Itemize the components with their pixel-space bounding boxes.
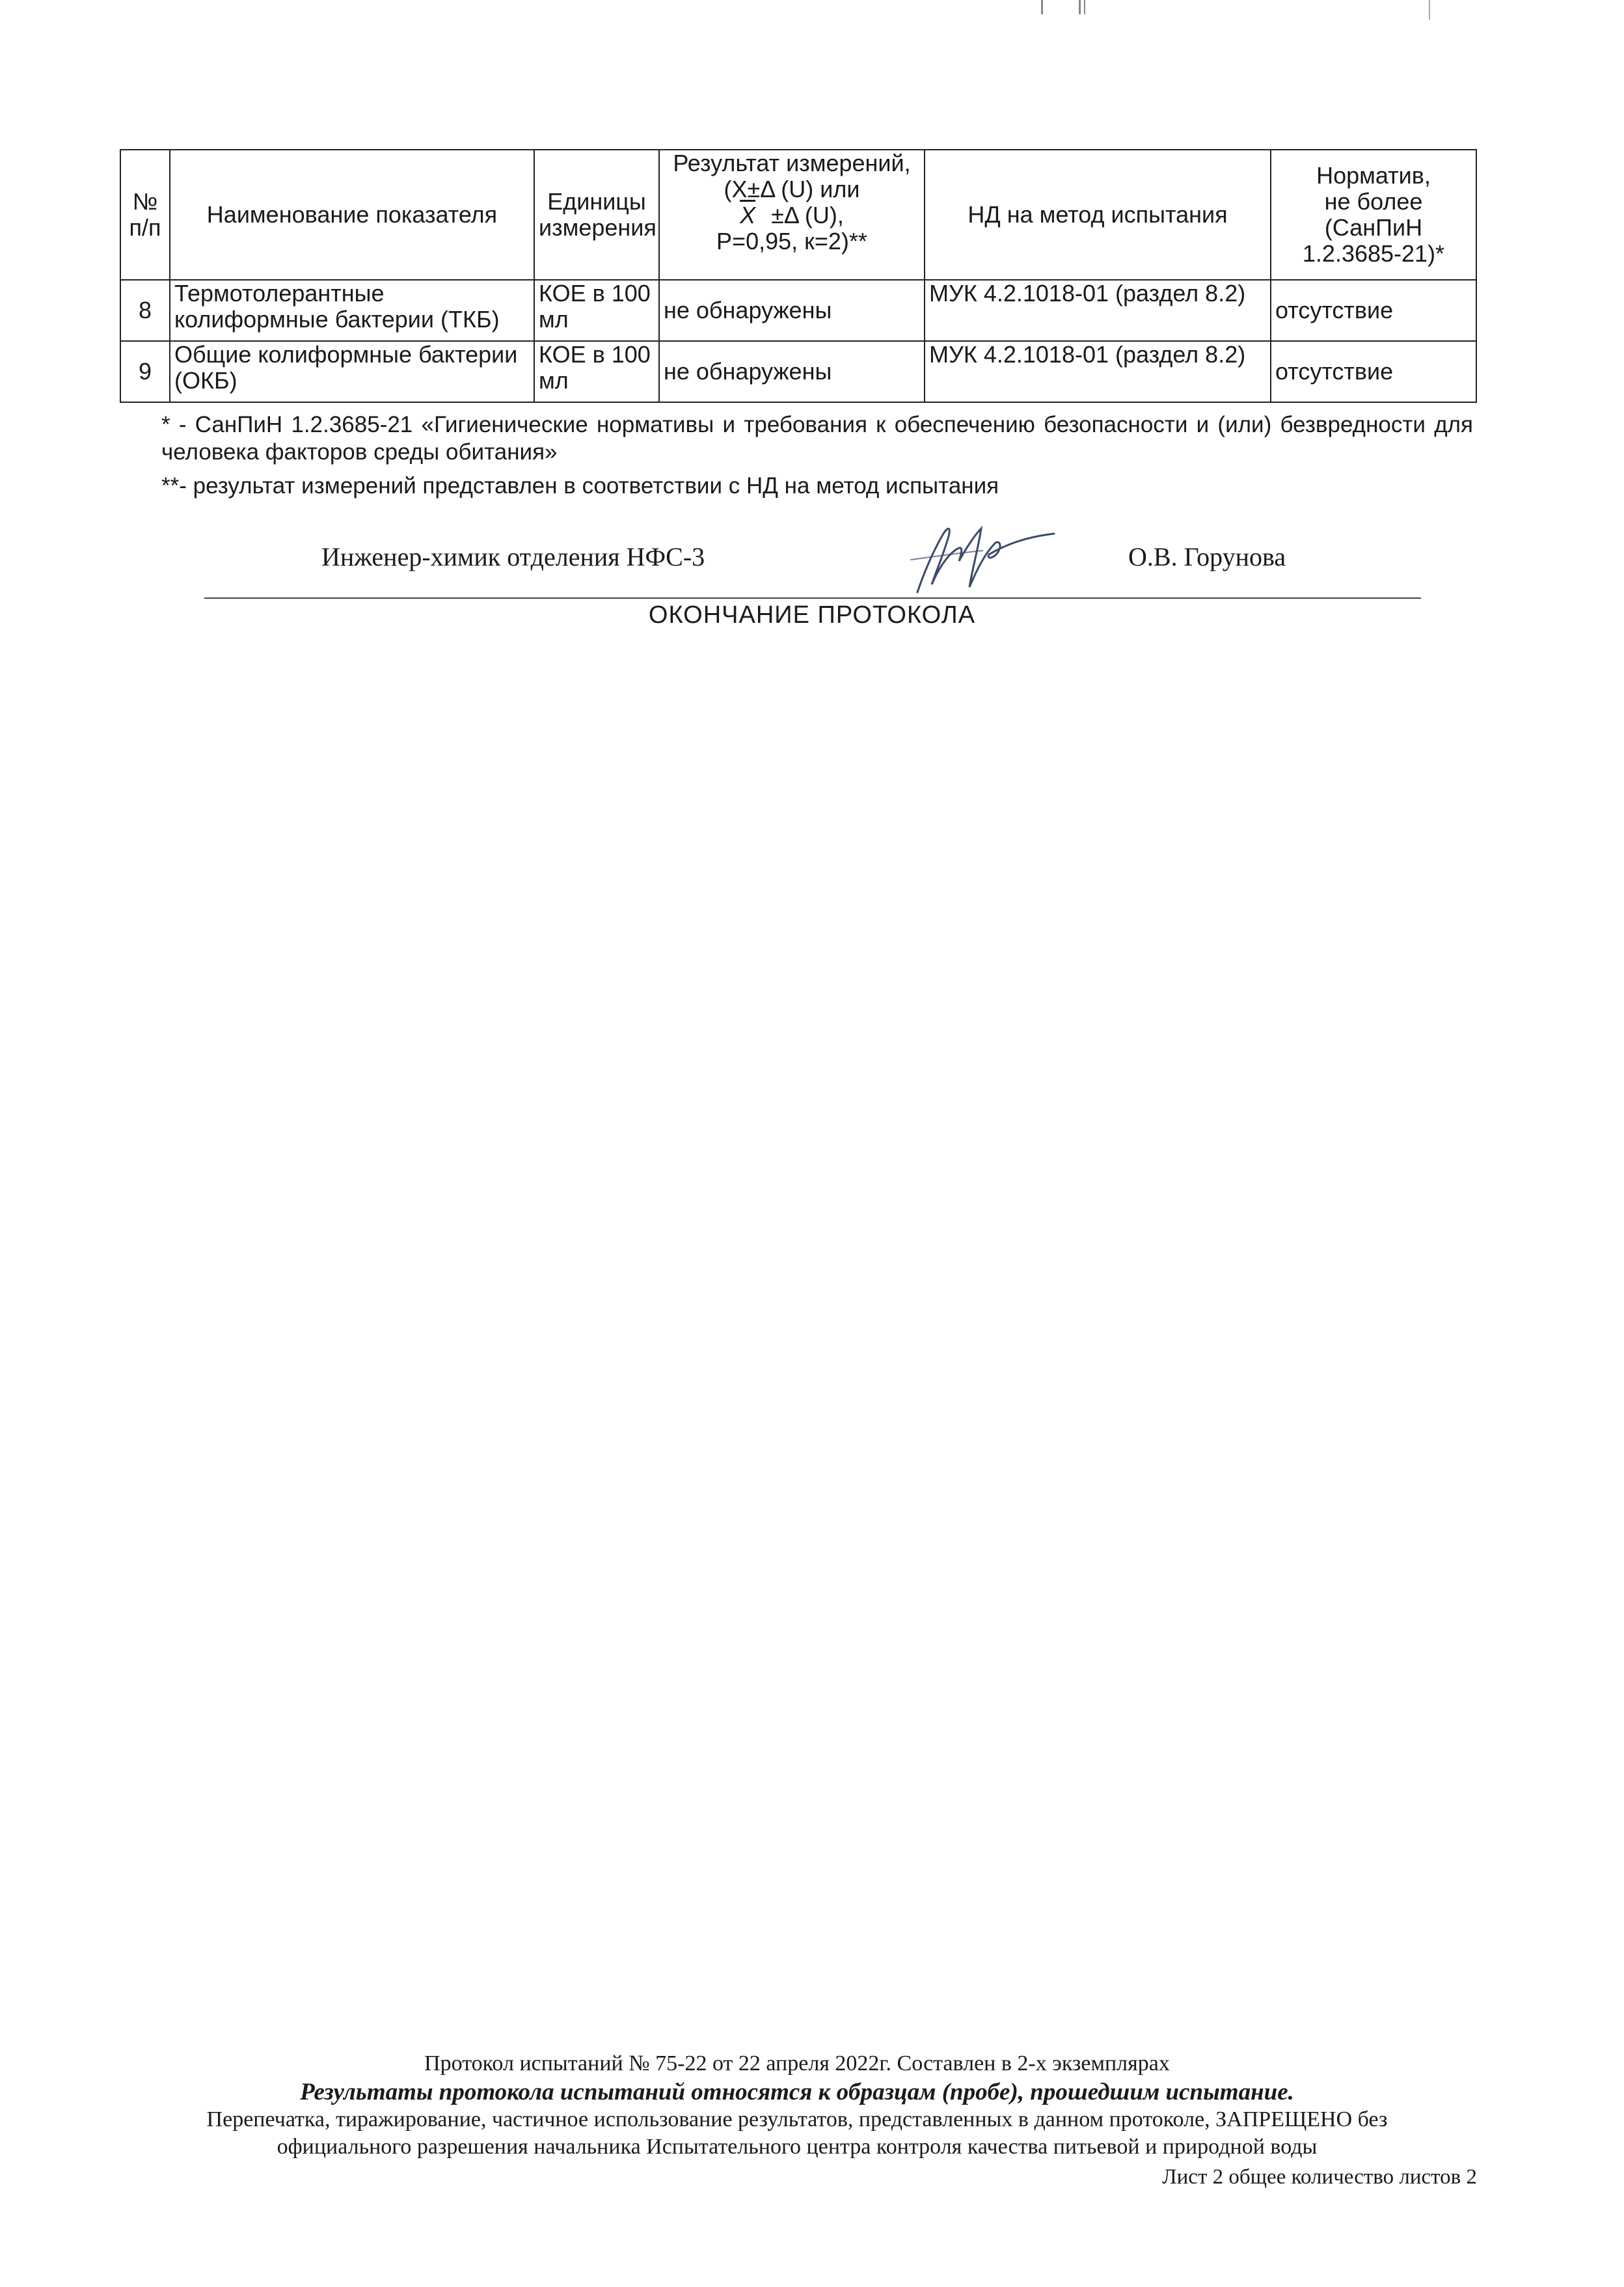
header-result-line: (Х±Δ (U) или bbox=[724, 176, 860, 202]
header-result-line: Р=0,95, к=2)** bbox=[716, 228, 867, 254]
header-num-line: № bbox=[132, 188, 158, 215]
footer-results-note: Результаты протокола испытаний относятся к образцам (пробе), прошедшим испытание. bbox=[300, 2079, 1294, 2105]
scan-artifact bbox=[1079, 0, 1081, 14]
row-name: Общие колиформные бактерии (ОКБ) bbox=[170, 341, 534, 402]
page-footer bbox=[117, 2050, 1477, 2191]
header-name bbox=[170, 150, 534, 280]
row-num: 8 bbox=[120, 280, 170, 341]
scan-artifact bbox=[1041, 0, 1043, 14]
header-unit bbox=[534, 150, 659, 280]
end-divider bbox=[204, 597, 1421, 599]
header-num bbox=[120, 150, 170, 280]
header-name-line: Наименование показателя bbox=[206, 201, 498, 228]
row-result: не обнаружены bbox=[659, 341, 925, 402]
footer-sheet-info: Лист 2 общее количество листов 2 bbox=[1162, 2165, 1477, 2189]
header-unit-line: измерения bbox=[539, 214, 656, 241]
table-header-row bbox=[120, 150, 1476, 280]
footer-copy-restriction: официального разрешения начальника Испытательного центра контроля качества питьевой и природной воды bbox=[277, 2135, 1318, 2159]
footer-protocol-line: Протокол испытаний № 75-22 от 22 апреля 2022г. Составлен в 2-х экземплярах bbox=[424, 2051, 1170, 2075]
signer-name: О.В. Горунова bbox=[1128, 542, 1286, 571]
header-norm-line: (СанПиН bbox=[1324, 214, 1423, 241]
end-of-protocol-label: ОКОНЧАНИЕ ПРОТОКОЛА bbox=[648, 601, 976, 629]
row-method: МУК 4.2.1018-01 (раздел 8.2) bbox=[925, 280, 1271, 341]
header-result bbox=[659, 150, 925, 280]
header-result-line bbox=[664, 202, 920, 228]
header-unit-line: Единицы bbox=[547, 188, 646, 215]
footnote-sanpin: * - СанПиН 1.2.3685-21 «Гигиенические нормативы и требования к обеспечению безопасности и (или) безвредности для человека факторов среды обитания» bbox=[161, 412, 1473, 465]
header-method-line: НД на метод испытания bbox=[968, 201, 1228, 228]
row-unit: КОЕ в 100 мл bbox=[534, 280, 659, 341]
row-name: Термотолерантные колиформные бактерии (ТКБ) bbox=[170, 280, 534, 341]
scan-artifact bbox=[1429, 0, 1430, 20]
header-norm-line: Норматив, bbox=[1316, 162, 1431, 189]
row-result: не обнаружены bbox=[659, 280, 925, 341]
header-method bbox=[925, 150, 1271, 280]
header-result-line: Результат измерений, bbox=[673, 150, 911, 176]
footnote-result: **- результат измерений представлен в соответствии с НД на метод испытания bbox=[161, 473, 999, 499]
header-norm-line: не более bbox=[1324, 188, 1423, 215]
row-norm: отсутствие bbox=[1271, 280, 1476, 341]
header-num-line: п/п bbox=[129, 214, 161, 241]
footnotes bbox=[161, 411, 1473, 500]
results-table bbox=[120, 149, 1477, 403]
header-norm-line: 1.2.3685-21)* bbox=[1302, 240, 1445, 267]
table-row bbox=[120, 341, 1476, 402]
row-norm: отсутствие bbox=[1271, 341, 1476, 402]
handwritten-signature bbox=[904, 514, 1061, 599]
x-bar-symbol: $\overline{X}$ bbox=[740, 202, 756, 228]
header-norm bbox=[1271, 150, 1476, 280]
signer-position: Инженер-химик отделения НФС-3 bbox=[321, 542, 705, 571]
header-result-text: ±Δ (U), bbox=[771, 202, 844, 228]
row-method: МУК 4.2.1018-01 (раздел 8.2) bbox=[925, 341, 1271, 402]
row-num: 9 bbox=[120, 341, 170, 402]
row-unit: КОЕ в 100 мл bbox=[534, 341, 659, 402]
footer-copy-restriction: Перепечатка, тиражирование, частичное использование результатов, представленных в данном протоколе, ЗАПРЕЩЕНО без bbox=[206, 2107, 1388, 2131]
table-row bbox=[120, 280, 1476, 341]
scan-artifact bbox=[1084, 0, 1085, 14]
